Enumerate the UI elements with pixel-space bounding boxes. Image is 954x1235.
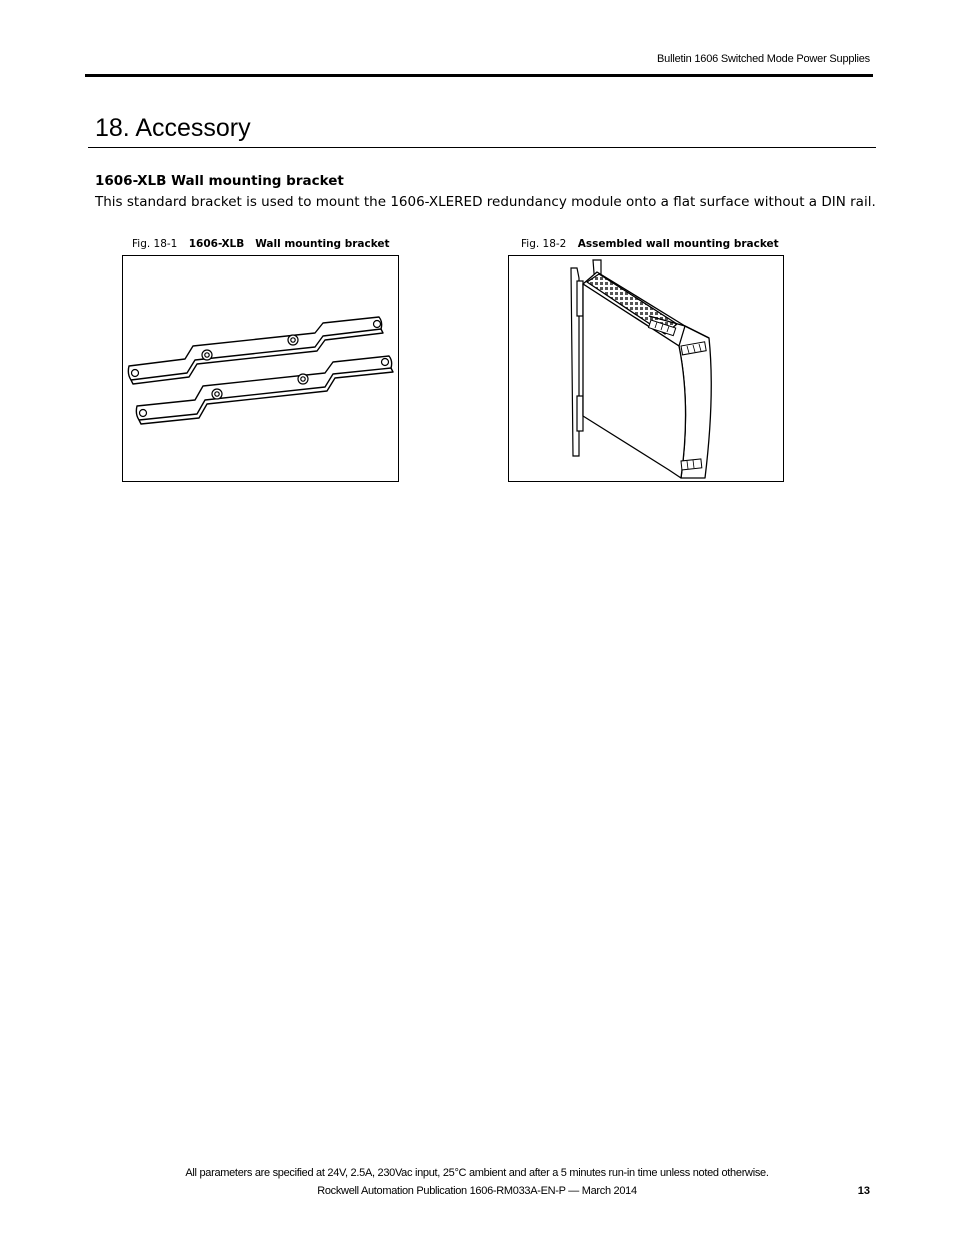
footer-publication: Rockwell Automation Publication 1606-RM033A-EN-P — March 2014	[317, 1185, 637, 1197]
figure-2-number: Fig. 18-2	[521, 238, 567, 250]
page-number: 13	[857, 1185, 870, 1197]
section-rule	[88, 147, 876, 148]
running-header: Bulletin 1606 Switched Mode Power Supplies	[657, 53, 870, 65]
section-title: 18. Accessory	[95, 114, 251, 142]
wall-mounting-bracket-drawing	[123, 256, 398, 481]
footer-note: All parameters are specified at 24V, 2.5A, 230Vac input, 25°C ambient and after a 5 minutes run-in time unless noted otherwise.	[185, 1167, 769, 1179]
assembled-bracket-drawing	[509, 256, 783, 481]
header-rule	[85, 74, 873, 77]
figure-1-caption	[132, 238, 390, 250]
figure-2-frame	[508, 255, 784, 482]
figure-1-number: Fig. 18-1	[132, 238, 178, 250]
figure-1-caption-text: 1606-XLB Wall mounting bracket	[188, 238, 390, 250]
figure-2-caption-text: Assembled wall mounting bracket	[577, 238, 779, 250]
body-paragraph: This standard bracket is used to mount the 1606-XLERED redundancy module onto a flat surface without a DIN rail.	[95, 194, 876, 210]
subsection-title: 1606-XLB Wall mounting bracket	[95, 173, 344, 189]
figure-2-caption	[521, 238, 779, 250]
figure-1-frame	[122, 255, 399, 482]
